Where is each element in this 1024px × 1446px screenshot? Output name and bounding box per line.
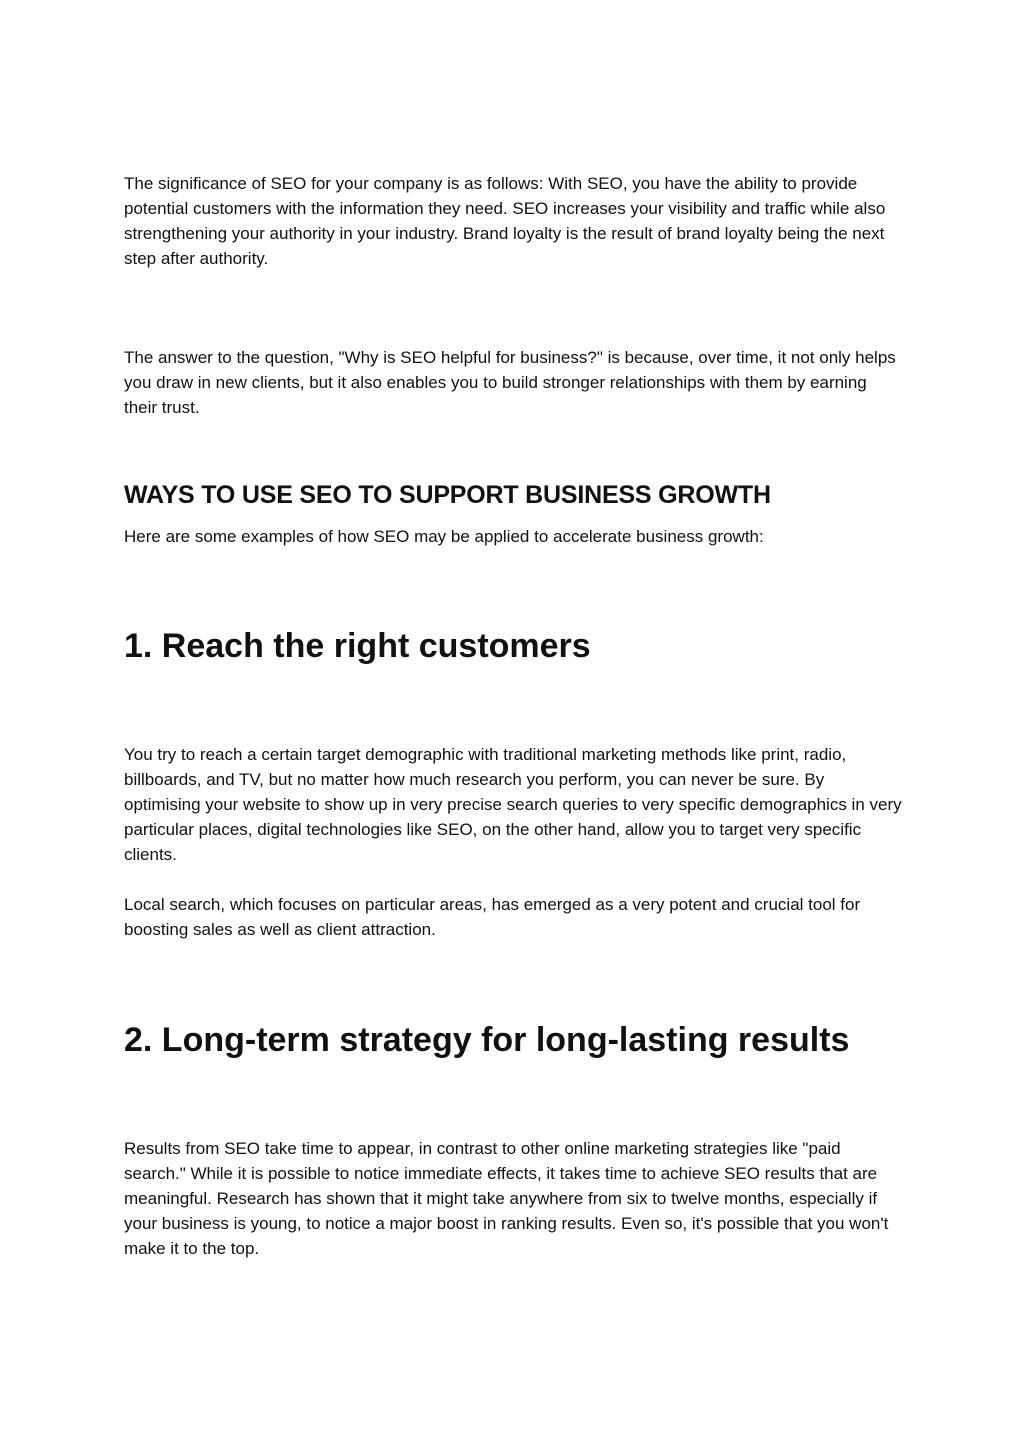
paragraph-target-demographic: You try to reach a certain target demographic with traditional marketing methods like print, radio, billboards, and TV, but no matter how much research you perform, you can never be sure. By optimising your website to show up in very precise search queries to very specific demographics in very particular places, digital technologies like SEO, on the other hand, allow you to target very specific clients. <box>124 745 902 864</box>
heading-reach-right-customers: 1. Reach the right customers <box>124 627 591 665</box>
paragraph-local-search: Local search, which focuses on particular areas, has emerged as a very potent and crucial tool for boosting sales as well as client attraction. <box>124 895 861 939</box>
heading-ways-to-use-seo: WAYS TO USE SEO TO SUPPORT BUSINESS GROWTH <box>124 481 771 509</box>
paragraph-seo-results-time: Results from SEO take time to appear, in contrast to other online marketing strategies like "paid search." While it is possible to notice immediate effects, it takes time to achieve SEO results that are meaningful. Research has shown that it might take anywhere from six to twelve months, especially if your business is young, to notice a major boost in ranking results. Even so, it's possible that you won't make it to the top. <box>124 1139 889 1258</box>
paragraph-seo-significance: The significance of SEO for your company is as follows: With SEO, you have the ability to provide potential customers with the information they need. SEO increases your visibility and traffic while also strengthening your authority in your industry. Brand loyalty is the result of brand loyalty being the next step after authority. <box>124 174 886 268</box>
paragraph-why-seo-helpful: The answer to the question, "Why is SEO helpful for business?" is because, over time, it not only helps you draw in new clients, but it also enables you to build stronger relationships with them by earning their trust. <box>124 348 896 417</box>
paragraph-examples-intro: Here are some examples of how SEO may be applied to accelerate business growth: <box>124 527 764 546</box>
heading-long-term-strategy: 2. Long-term strategy for long-lasting results <box>124 1021 850 1059</box>
